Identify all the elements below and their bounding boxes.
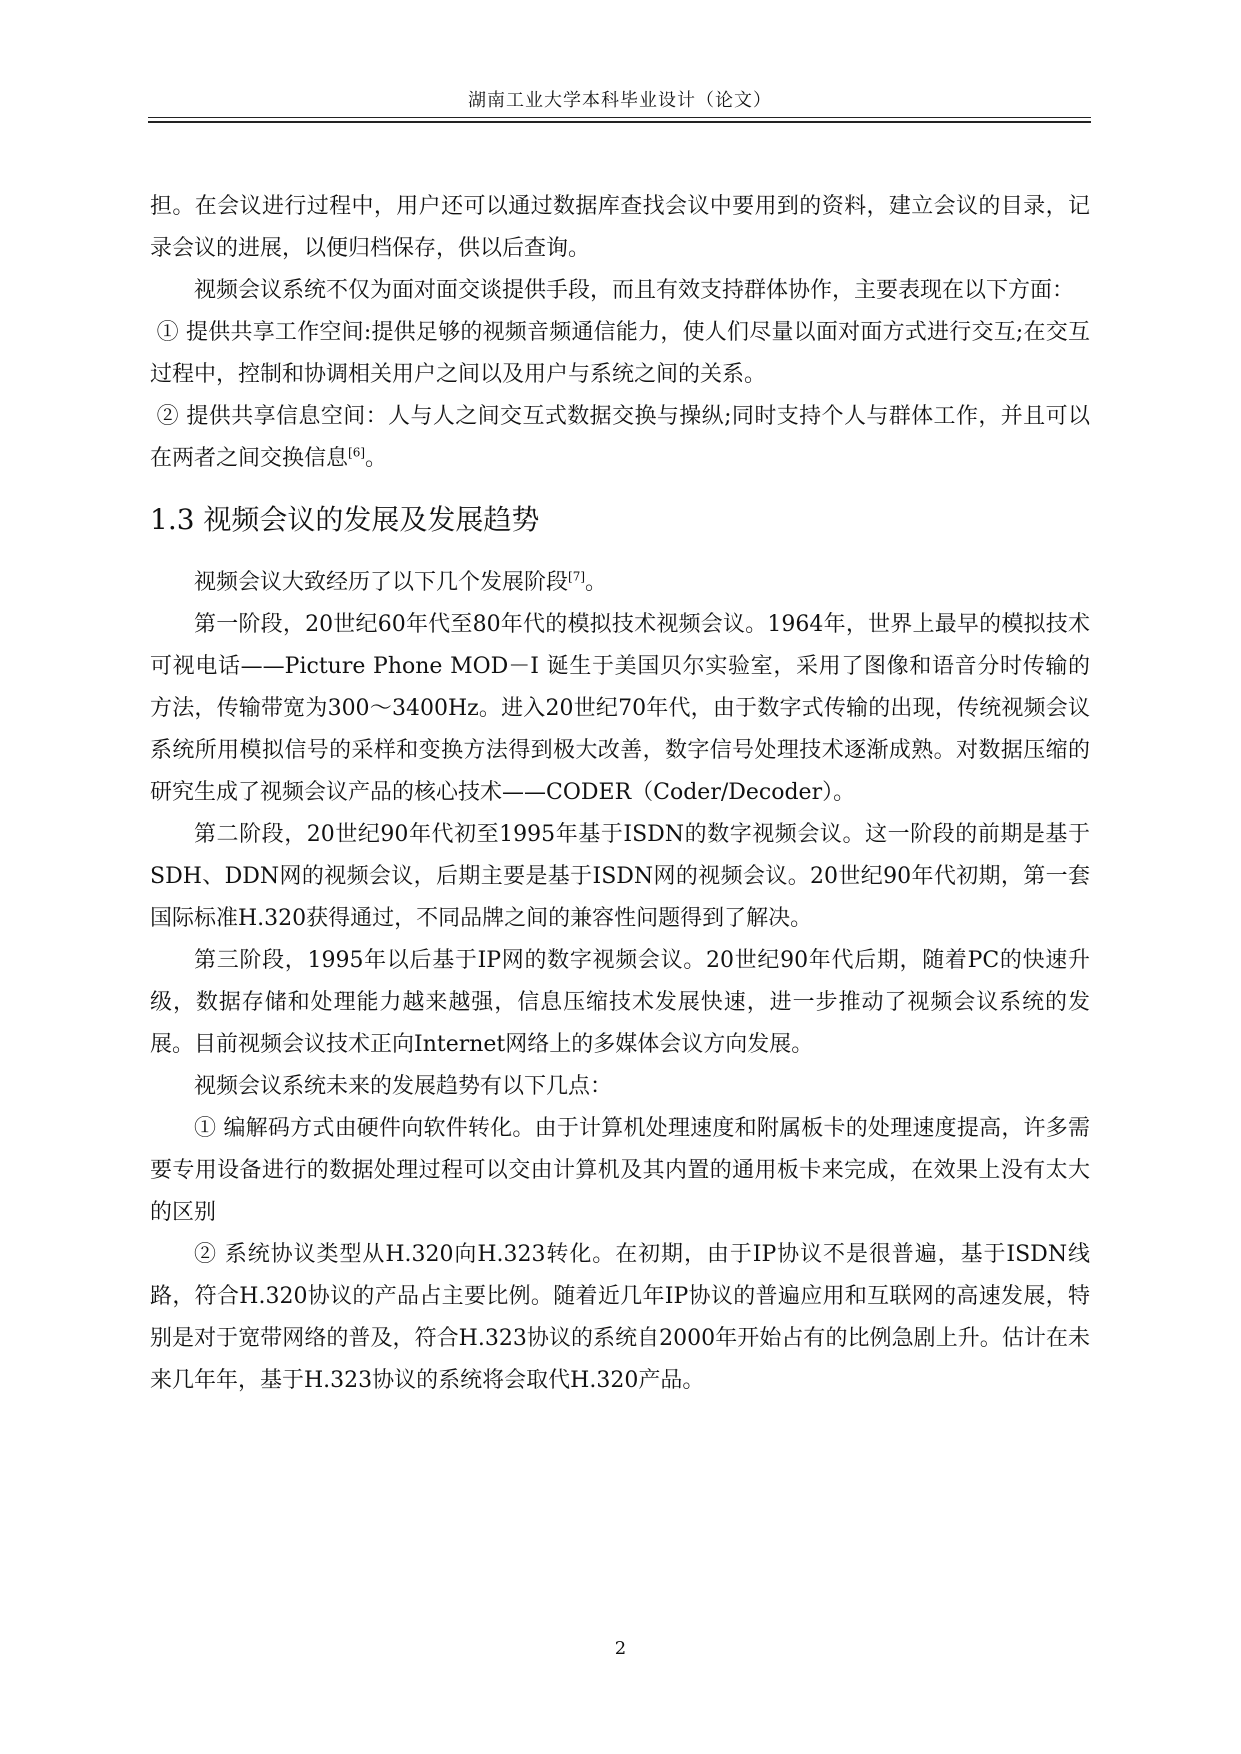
paragraph-continuation: 担。在会议进行过程中，用户还可以通过数据库查找会议中要用到的资料，建立会议的目录，记录会议的进展，以便归档保存，供以后查询。: [150, 194, 1090, 261]
citation-ref: [6]: [348, 445, 366, 460]
page-number: 2: [614, 1638, 627, 1659]
paragraph-text: 视频会议大致经历了以下几个发展阶段: [194, 570, 569, 595]
section-heading: 1.3 视频会议的发展及发展趋势: [150, 503, 540, 536]
list-item-shared-info-space: [150, 396, 1090, 480]
body-text: [150, 186, 1090, 1402]
header-rule-thin: [148, 117, 1091, 118]
running-header: 湖南工业大学本科毕业设计（论文）: [468, 90, 772, 111]
paragraph-stages-intro: [150, 562, 1090, 604]
sentence-end: 。: [585, 570, 608, 595]
list-item-text: ② 提供共享信息空间：人与人之间交互式数据交换与操纵;同时支持个人与群体工作，并且可以在两者之间交换信息: [150, 404, 1090, 471]
paragraph-stage-one: 第一阶段，20世纪60年代至80年代的模拟技术视频会议。1964年，世界上最早的模拟技术可视电话——Picture Phone MOD－I 诞生于美国贝尔实验室，采用了图像和语音分时传输的方法，传输带宽为300～3400Hz。进入20世纪70年代，由于数字式传输的出现，传统视频会议系统所用模拟信号的采样和变换方法得到极大改善，数字信号处理技术逐渐成熟。对数据压缩的研究生成了视频会议产品的核心技术——CODER（Coder/Decoder）。: [150, 612, 1090, 805]
list-item-protocol-trend: ② 系统协议类型从H.320向H.323转化。在初期，由于IP协议不是很普遍，基于ISDN线路，符合H.320协议的产品占主要比例。随着近几年IP协议的普遍应用和互联网的高速发展，特别是对于宽带网络的普及，符合H.323协议的系统自2000年开始占有的比例急剧上升。估计在未来几年年，基于H.323协议的系统将会取代H.320产品。: [150, 1242, 1090, 1393]
paragraph-stage-three: 第三阶段，1995年以后基于IP网的数字视频会议。20世纪90年代后期，随着PC的快速升级，数据存储和处理能力越来越强，信息压缩技术发展快速，进一步推动了视频会议系统的发展。目前视频会议技术正向Internet网络上的多媒体会议方向发展。: [150, 948, 1090, 1057]
paragraph-group-collaboration: 视频会议系统不仅为面对面交谈提供手段，而且有效支持群体协作，主要表现在以下方面：: [194, 278, 1075, 303]
list-item-shared-workspace: ① 提供共享工作空间:提供足够的视频音频通信能力，使人们尽量以面对面方式进行交互;在交互过程中，控制和协调相关用户之间以及用户与系统之间的关系。: [150, 320, 1090, 387]
paragraph-trends-intro: 视频会议系统未来的发展趋势有以下几点：: [194, 1074, 613, 1099]
list-item-codec-trend: ① 编解码方式由硬件向软件转化。由于计算机处理速度和附属板卡的处理速度提高，许多需要专用设备进行的数据处理过程可以交由计算机及其内置的通用板卡来完成，在效果上没有太大的区别: [150, 1116, 1090, 1225]
sentence-end: 。: [365, 446, 388, 471]
paragraph-stage-two: 第二阶段，20世纪90年代初至1995年基于ISDN的数字视频会议。这一阶段的前期是基于SDH、DDN网的视频会议，后期主要是基于ISDN网的视频会议。20世纪90年代初期，第一套国际标准H.320获得通过，不同品牌之间的兼容性问题得到了解决。: [150, 822, 1090, 931]
citation-ref: [7]: [568, 569, 586, 584]
header-rule-thick: [148, 121, 1091, 123]
